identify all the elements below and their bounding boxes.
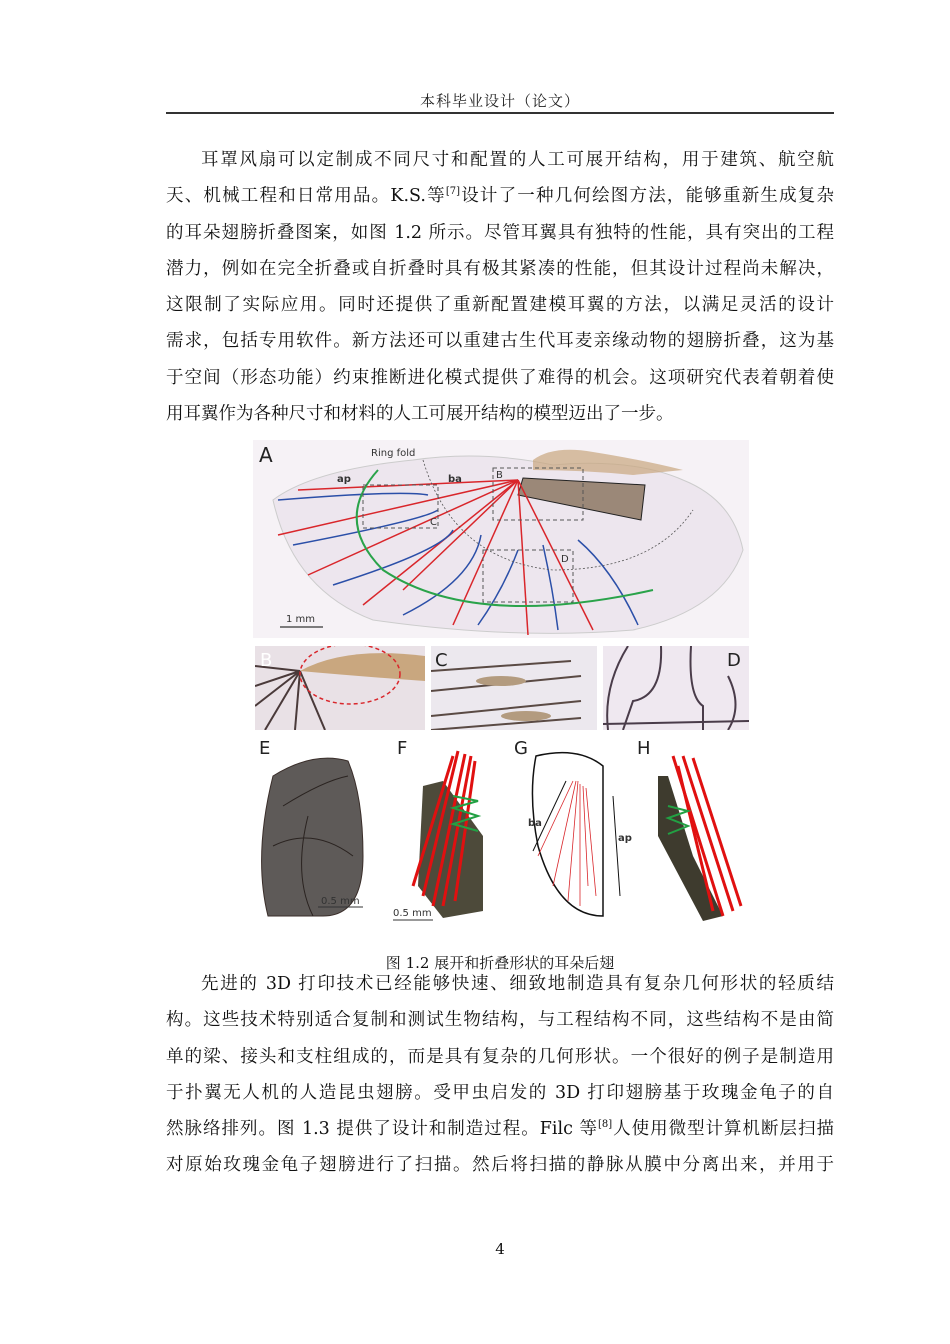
citation[interactable]: [7] — [445, 186, 461, 198]
text-line: 然脉络排列。图 1.3 提供了设计和制造过程。Filc 等[8]人使用微型计算机断层扫描 — [166, 1119, 835, 1140]
svg-text:ba: ba — [448, 474, 462, 485]
page-number: 4 — [495, 1240, 505, 1258]
svg-text:G: G — [514, 738, 528, 759]
text-line: 构。这些技术特别适合复制和测试生物结构，与工程结构不同，这些结构不是由简 — [166, 1010, 834, 1031]
svg-text:0.5 mm: 0.5 mm — [321, 896, 360, 907]
panel-h — [633, 736, 749, 930]
svg-text:Ring fold: Ring fold — [371, 448, 416, 459]
svg-text:F: F — [397, 738, 408, 759]
text-line: 需求，包括专用软件。新方法还可以重建古生代耳麦亲缘动物的翅膀折叠，这为基 — [166, 331, 834, 352]
svg-text:1 mm: 1 mm — [286, 614, 316, 625]
svg-text:D: D — [727, 650, 741, 671]
panel-f — [383, 736, 508, 930]
text-line: 潜力，例如在完全折叠或自折叠时具有极其紧凑的性能，但其设计过程尚未解决， — [166, 258, 834, 279]
panel-a — [253, 440, 749, 638]
header-rule — [166, 112, 834, 114]
paragraph-1 — [166, 142, 834, 432]
svg-text:A: A — [259, 443, 273, 467]
svg-text:D: D — [561, 554, 569, 565]
svg-text:ba: ba — [528, 818, 542, 829]
text-line: 先进的 3D 打印技术已经能够快速、细致地制造具有复杂几何形状的轻质结 — [201, 974, 834, 994]
text-line: 于扑翼无人机的人造昆虫翅膀。受甲虫启发的 3D 打印翅膀基于玫瑰金龟子的自 — [166, 1082, 834, 1103]
figure-1-2 — [253, 440, 749, 930]
panel-b — [255, 646, 425, 730]
svg-text:C: C — [435, 650, 448, 671]
panel-e — [253, 736, 383, 930]
panel-c — [431, 646, 597, 730]
svg-text:B: B — [260, 650, 273, 671]
running-header: 本科毕业设计（论文） — [419, 92, 580, 110]
text-line: 的耳朵翅膀折叠图案，如图 1.2 所示。尽管耳翼具有独特的性能，具有突出的工程 — [166, 222, 834, 243]
figure-caption: 图 1.2 展开和折叠形状的耳朵后翅 — [385, 954, 615, 972]
panel-d — [603, 646, 749, 730]
text-line: 单的梁、接头和支柱组成的，而是具有复杂的几何形状。一个很好的例子是制造用 — [166, 1046, 834, 1067]
wing-unfolded-illustration — [253, 440, 749, 638]
svg-text:ap: ap — [337, 474, 351, 485]
text-line: 天、机械工程和日常用品。K.S.等[7]设计了一种几何绘图方法，能够重新生成复杂 — [166, 186, 834, 207]
svg-text:0.5 mm: 0.5 mm — [393, 908, 432, 919]
citation[interactable]: [8] — [597, 1119, 613, 1131]
svg-text:B: B — [496, 470, 503, 481]
text-line: 这限制了实际应用。同时还提供了重新配置建模耳翼的方法，以满足灵活的设计 — [166, 295, 834, 316]
text-line: 耳罩风扇可以定制成不同尺寸和配置的人工可展开结构，用于建筑、航空航 — [201, 150, 834, 170]
text-line: 于空间（形态功能）约束推断进化模式提供了难得的机会。这项研究代表着朝着使 — [166, 367, 834, 388]
svg-text:C: C — [430, 517, 437, 528]
svg-text:ap: ap — [618, 833, 632, 844]
text-line: 用耳翼作为各种尺寸和材料的人工可展开结构的模型迈出了一步。 — [166, 404, 674, 425]
panel-g — [508, 736, 633, 930]
svg-text:H: H — [637, 738, 651, 759]
svg-text:E: E — [259, 738, 271, 759]
text-line: 对原始玫瑰金龟子翅膀进行了扫描。然后将扫描的静脉从膜中分离出来，并用于 — [166, 1155, 834, 1176]
paragraph-2 — [166, 966, 834, 1184]
